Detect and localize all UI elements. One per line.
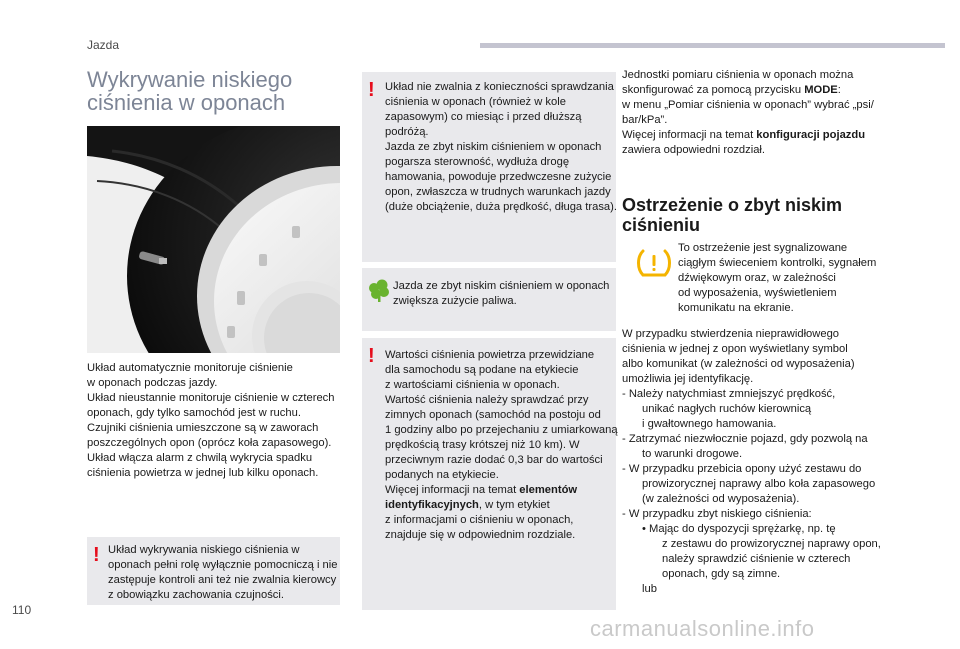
text-run: Więcej informacji na temat <box>622 129 757 141</box>
title-line: ciśnienia w oponach <box>87 90 286 115</box>
text-line: z obowiązku zachowania czujności. <box>108 589 284 601</box>
watermark: carmanualsonline.info <box>590 616 815 641</box>
list-item: - Należy natychmiast zmniejszyć prędkość, <box>622 388 836 400</box>
text-line: ciągłym świeceniem kontrolki, sygnałem <box>678 257 877 269</box>
text-line: w oponach podczas jazdy. <box>87 377 218 389</box>
text-line: podanych na etykiecie. <box>385 469 499 481</box>
text-line: zapasowym) co miesiąc i przed dłuższą <box>385 111 582 123</box>
text-line: (duże obciążenie, duża prędkość, długa trasa). <box>385 201 617 213</box>
text-line: To ostrzeżenie jest sygnalizowane <box>678 242 848 254</box>
text-line: Jazda ze zbyt niskim ciśnieniem w oponach <box>385 141 602 153</box>
page-title <box>87 68 347 114</box>
text-line: Wartości ciśnienia powietrza przewidziane <box>385 349 595 361</box>
text-line: 1 godziny albo po przejechaniu z umiarkowaną <box>385 424 618 436</box>
bold-term: MODE <box>804 84 838 96</box>
text-run: , w tym etykiet <box>478 499 550 511</box>
text-line: W przypadku stwierdzenia nieprawidłowego <box>622 328 840 340</box>
text-line: bar/kPa”. <box>622 114 668 126</box>
text-line <box>385 483 618 498</box>
text-line: umożliwia jej identyfikację. <box>622 373 754 385</box>
title-line: Wykrywanie niskiego <box>87 67 293 92</box>
text-line <box>385 498 618 513</box>
text-line: pogarsza sterowność, wydłuża drogę <box>385 156 570 168</box>
text-line: Układ nieustannie monitoruje ciśnienie w czterech <box>87 392 335 404</box>
bold-term: konfiguracji pojazdu <box>756 129 866 141</box>
text-run: : <box>837 84 841 96</box>
text-line: zawiera odpowiedni rozdział. <box>622 144 766 156</box>
text-line <box>622 83 874 98</box>
text-line: opon, zwłaszcza w trudnych warunkach jazdy <box>385 186 611 198</box>
text-run: skonfigurować za pomocą przycisku <box>622 84 805 96</box>
warning-box-pressure-values-text <box>385 348 618 543</box>
text-line: Układ automatycznie monitoruje ciśnienie <box>87 362 293 374</box>
text-line: ciśnienia powietrza w jednej lub kilku oponach. <box>87 467 319 479</box>
section-title-line: ciśnieniu <box>622 215 701 235</box>
list-item: to warunki drogowe. <box>642 448 743 460</box>
page-number: 110 <box>12 603 32 617</box>
text-line: ciśnienia w jednej z opon wyświetlany symbol <box>622 343 848 355</box>
units-paragraph <box>622 68 874 158</box>
text-run: Więcej informacji na temat <box>385 484 520 496</box>
header-bar <box>480 43 945 48</box>
text-line: zwiększa zużycie paliwa. <box>393 295 517 307</box>
section-title-line: Ostrzeżenie o zbyt niskim <box>622 195 843 215</box>
list-item: unikać nagłych ruchów kierownicą <box>642 403 812 415</box>
list-item: i gwałtownego hamowania. <box>642 418 777 430</box>
bold-term: identyfikacyjnych <box>385 499 479 511</box>
list-item: oponach, gdy są zimne. <box>662 568 781 580</box>
text-line: oponach, gdy tylko samochód jest w ruchu. <box>87 407 301 419</box>
exclamation-icon: ! <box>93 544 100 566</box>
text-line: albo komunikat (w zależności od wyposażenia) <box>622 358 855 370</box>
list-item: - W przypadku zbyt niskiego ciśnienia: <box>622 508 812 520</box>
text-line: ciśnienia w oponach (również w kole <box>385 96 566 108</box>
tyre-photo <box>87 126 340 353</box>
warning-box-assist-text <box>108 543 337 603</box>
eco-leaf-icon <box>368 279 390 303</box>
section-title <box>622 195 922 235</box>
warning-description <box>678 241 876 316</box>
text-line: komunikatu na ekranie. <box>678 302 794 314</box>
header-section-label: Jazda <box>87 38 120 52</box>
abnormal-pressure-section <box>622 327 881 597</box>
text-line: dźwiękowym oraz, w zależności <box>678 272 836 284</box>
exclamation-icon: ! <box>368 345 375 367</box>
text-line: dla samochodu są podane na etykiecie <box>385 364 579 376</box>
list-item: prowizorycznej naprawy albo koła zapasowego <box>642 478 876 490</box>
col1-paragraph <box>87 361 335 481</box>
text-line: znajduje się w odpowiednim rozdziale. <box>385 529 576 541</box>
text-line: oponach pełni rolę wyłącznie pomocniczą i nie <box>108 559 338 571</box>
text-line <box>622 128 874 143</box>
text-line: zastępuje kontroli ani też nie zwalnia kierowcy <box>108 574 337 586</box>
text-line: Jednostki pomiaru ciśnienia w oponach można <box>622 69 854 81</box>
text-line: Układ nie zwalnia z konieczności sprawdzania <box>385 81 614 93</box>
list-item: należy sprawdzić ciśnienie w czterech <box>662 553 851 565</box>
tyre-pressure-warning-icon <box>636 248 672 278</box>
text-line: Czujniki ciśnienia umieszczone są w zaworach <box>87 422 319 434</box>
warning-box-monthly-check-text <box>385 80 617 215</box>
tyre-illustration <box>87 126 340 353</box>
text-line: od wyposażenia, wyświetleniem <box>678 287 837 299</box>
eco-box-fuel-text <box>393 279 609 309</box>
text-line: z informacjami o ciśnieniu w oponach, <box>385 514 574 526</box>
list-item: z zestawu do prowizorycznej naprawy opon, <box>662 538 881 550</box>
text-line: z wartościami ciśnienia w oponach. <box>385 379 560 391</box>
text-line: przeciwnym razie dodać 0,3 bar do wartości <box>385 454 603 466</box>
list-item: • Mając do dyspozycji sprężarkę, np. tę <box>642 523 836 535</box>
text-line: w menu „Pomiar ciśnienia w oponach” wybrać „psi/ <box>622 99 874 111</box>
text-line: hamowania, powoduje przedwczesne zużycie <box>385 171 612 183</box>
text-line: podróżą. <box>385 126 429 138</box>
text-line: prędkością trasy krótszej niż 10 km). W <box>385 439 580 451</box>
list-item: - Zatrzymać niezwłocznie pojazd, gdy pozwolą na <box>622 433 868 445</box>
list-item: lub <box>642 583 657 595</box>
text-line: Jazda ze zbyt niskim ciśnieniem w oponach <box>393 280 610 292</box>
text-line: Układ włącza alarm z chwilą wykrycia spadku <box>87 452 313 464</box>
text-line: poszczególnych opon (oprócz koła zapasowego). <box>87 437 332 449</box>
bold-term: elementów <box>519 484 578 496</box>
text-line: zimnych oponach (samochód na postoju od <box>385 409 601 421</box>
list-item: - W przypadku przebicia opony użyć zestawu do <box>622 463 862 475</box>
text-line: Wartość ciśnienia należy sprawdzać przy <box>385 394 589 406</box>
text-line: Układ wykrywania niskiego ciśnienia w <box>108 544 300 556</box>
list-item: (w zależności od wyposażenia). <box>642 493 800 505</box>
exclamation-icon: ! <box>368 79 375 101</box>
